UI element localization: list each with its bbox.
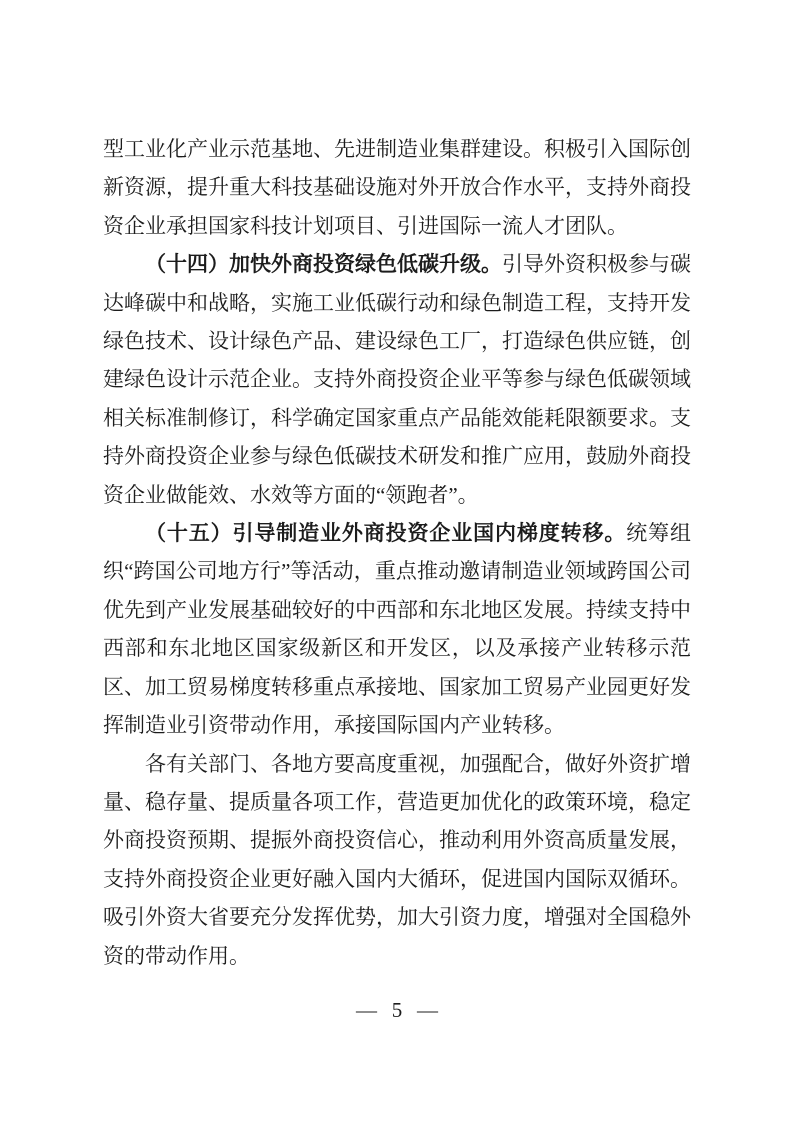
paragraph-text: 统筹组织“跨国公司地方行”等活动，重点推动邀请制造业领域跨国公司优先到产业发展基础较好的中西部和东北地区发展。持续支持中西部和东北地区国家级新区和开发区，以及承接产业转移示范区、加工贸易梯度转移重点承接地、国家加工贸易产业园更好发挥制造业引资带动作用，承接国际国内产业转移。 (103, 521, 691, 738)
paragraph-text: 引导外资积极参与碳达峰碳中和战略，实施工业低碳行动和绿色制造工程，支持开发绿色技术、设计绿色产品、建设绿色工厂，打造绿色供应链，创建绿色设计示范企业。支持外商投资企业平等参与绿色低碳领域相关标准制修订，科学确定国家重点产品能效能耗限额要求。支持外商投资企业参与绿色低碳技术研发和推广应用，鼓励外商投资企业做能效、水效等方面的“领跑者”。 (103, 252, 691, 507)
paragraph-lead: （十五）引导制造业外商投资企业国内梯度转移。 (145, 521, 627, 546)
paragraph-section-14 (103, 245, 691, 514)
page-number: — 5 — (356, 998, 438, 1022)
paragraph (103, 130, 691, 245)
paragraph-text: 各有关部门、各地方要高度重视，加强配合，做好外资扩增量、稳存量、提质量各项工作，营造更加优化的政策环境，稳定外商投资预期、提振外商投资信心，推动利用外资高质量发展，支持外商投资企业更好融入国内大循环，促进国内国际双循环。吸引外资大省要充分发挥优势，加大引资力度，增强对全国稳外资的带动作用。 (103, 751, 691, 968)
page-footer (0, 996, 794, 1024)
paragraph-section-15 (103, 514, 691, 744)
paragraph-closing (103, 745, 691, 975)
document-body (103, 130, 691, 975)
paragraph-text: 型工业化产业示范基地、先进制造业集群建设。积极引入国际创新资源，提升重大科技基础设施对外开放合作水平，支持外商投资企业承担国家科技计划项目、引进国际一流人才团队。 (103, 137, 691, 238)
paragraph-lead: （十四）加快外商投资绿色低碳升级。 (145, 252, 502, 277)
